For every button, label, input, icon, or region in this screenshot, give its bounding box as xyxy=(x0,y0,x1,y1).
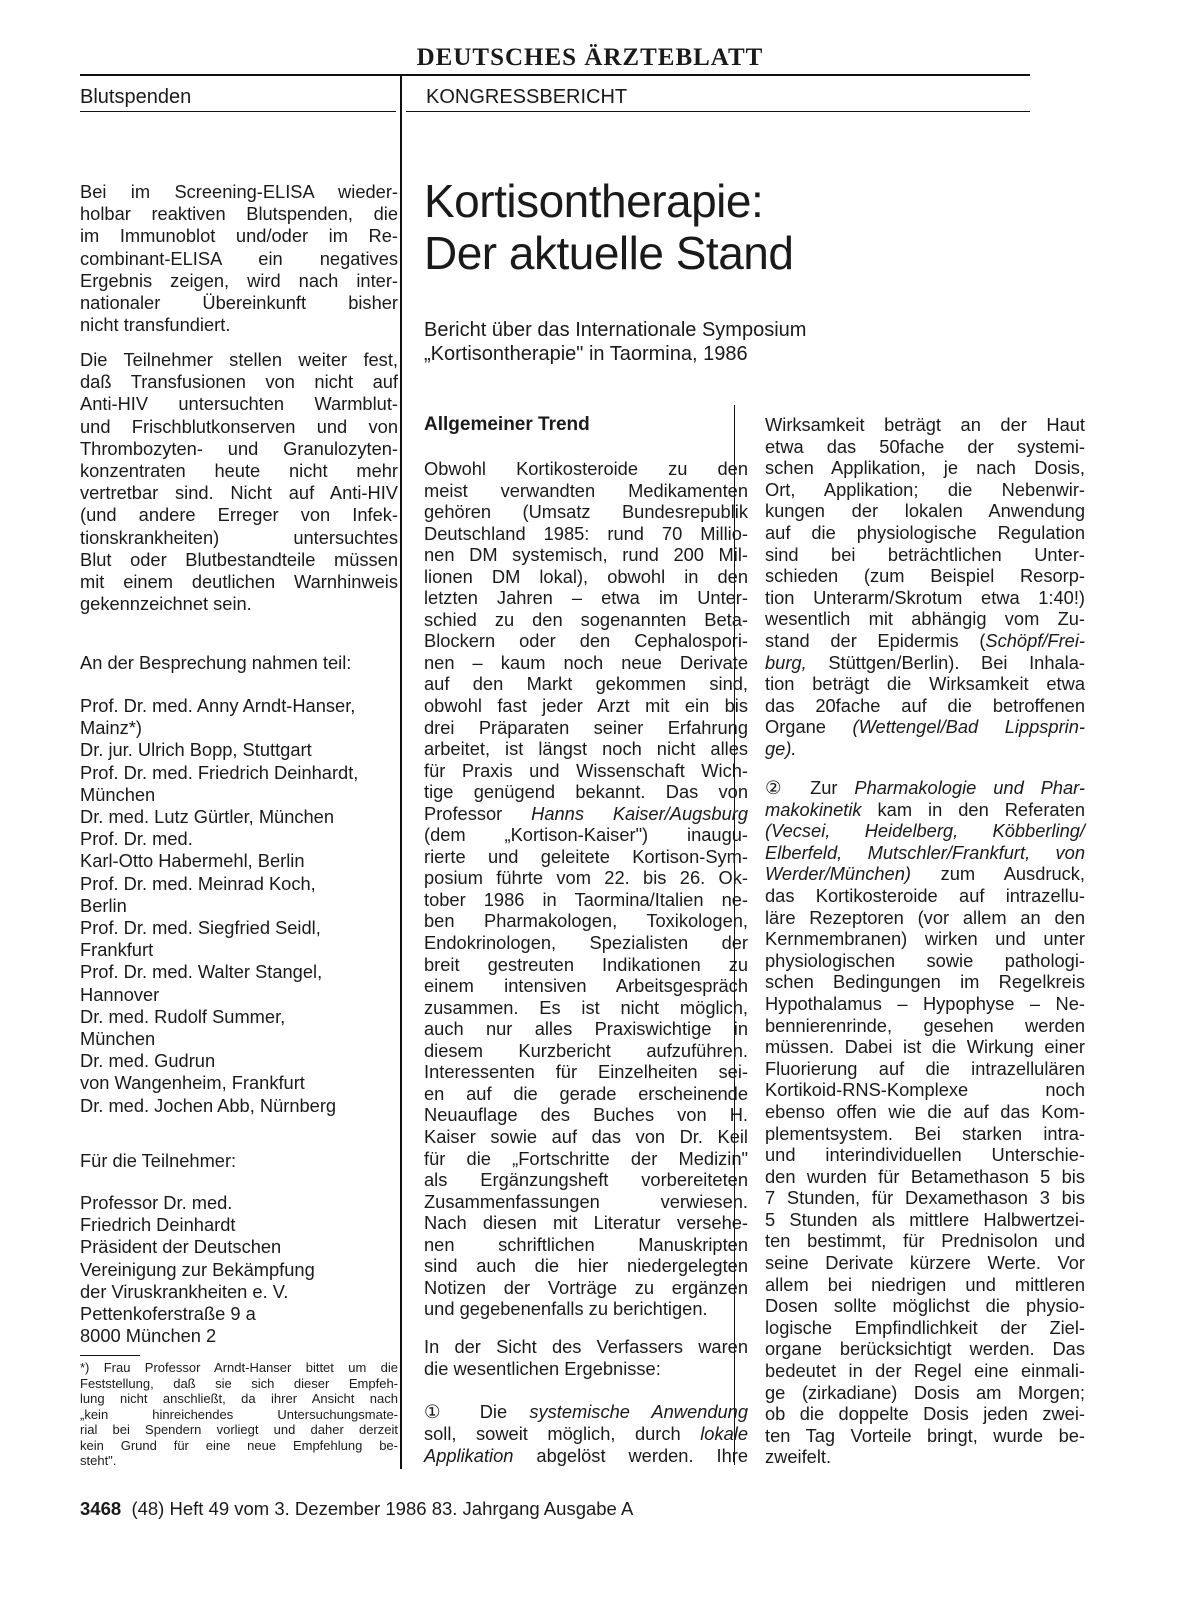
participants-intro: An der Besprechung nahmen teil: xyxy=(80,652,352,673)
text-line: schied zu den sogenannten Beta- xyxy=(424,608,748,630)
text-line: von Wangenheim, Frankfurt xyxy=(80,1072,305,1094)
text-line: nen DM systemisch, rund 200 Mil- xyxy=(424,544,748,566)
text-line: mit einem deutlichen Warnhinweis xyxy=(80,571,398,593)
text-line: Wirksamkeit beträgt an der Haut xyxy=(765,414,1085,435)
text-line: Professor Dr. med. xyxy=(80,1192,233,1213)
text-line: plementsystem. Bei starken intra- xyxy=(765,1122,1085,1144)
text-line: Dr. med. Gudrun xyxy=(80,1050,216,1072)
text-line: sind bei beträchtlichen Unter- xyxy=(765,543,1085,565)
text-line: Ergebnis zeigen, wird nach inter- xyxy=(80,269,398,291)
text-line: Deutschland 1985: rund 70 Millio- xyxy=(424,522,748,544)
header-rule-right xyxy=(406,111,1030,112)
text-line: kein Grund für eine neue Empfehlung be- xyxy=(80,1437,398,1453)
text-line: Karl-Otto Habermehl, Berlin xyxy=(80,850,305,872)
article-subtitle: Bericht über das Internationale Symposium „Kortisontherapie" in Taormina, 1986 xyxy=(424,319,807,365)
text-line: ob die doppelte Dosis jeden zwei- xyxy=(765,1403,1085,1425)
text-line: einem intensiven Arbeitsgespräch xyxy=(424,975,748,997)
text-line: posium führte vom 22. bis 26. Ok- xyxy=(424,867,748,889)
text-line: tige genügend bekannt. Das von xyxy=(424,781,748,803)
text-line: Dr. med. Lutz Gürtler, München xyxy=(80,806,335,828)
text-line: Organe (Wettengel/Bad Lippsprin- xyxy=(765,716,1085,738)
masthead: DEUTSCHES ÄRZTEBLATT xyxy=(416,44,764,71)
text-line: für Praxis und Wissenschaft Wich- xyxy=(424,759,748,781)
text-line: drei Präparaten seiner Erfahrung xyxy=(424,716,748,738)
text-line: Fluorierung auf die intrazellulären xyxy=(765,1057,1085,1079)
text-line: Thrombozyten- und Granulozyten- xyxy=(80,437,398,459)
text-line: nen schriftlichen Manuskripten xyxy=(424,1233,748,1255)
text-line: physiologischen sowie pathologi- xyxy=(765,949,1085,971)
circled-two-icon: ② xyxy=(765,777,794,798)
text-line: Die Teilnehmer stellen weiter fest, xyxy=(80,349,398,370)
text-line: ben Pharmakologen, Toxikologen, xyxy=(424,910,748,932)
text-line: 5 Stunden als mittlere Halbwertzei- xyxy=(765,1208,1085,1230)
text-line: breit gestreuten Indikationen zu xyxy=(424,953,748,975)
text-line: Feststellung, daß sie sich dieser Empfeh- xyxy=(80,1375,398,1391)
column-divider-main xyxy=(400,74,402,1469)
text-line: Prof. Dr. med. Anny Arndt-Hanser, xyxy=(80,695,356,716)
text-line: im Immunoblot und/oder im Re- xyxy=(80,225,398,247)
text-line: tober 1986 in Taormina/Italien ne- xyxy=(424,888,748,910)
right-paragraph-2: ② Zur Pharmakologie und Phar- makokinetik kam in den Referaten (Vecsei, Heidelberg, Köbberling/ Elberfeld, Mutschler/Frankfurt, von Werder/München) zum Ausdruck, das Kortikosteroide auf intrazellu- läre Rezeptoren (vor allem an den Kernmembranen) wirken und unter physiologischen sowie pathologi- schen Bedingungen im Regelkreis Hypothalamus – Hypophyse – Ne- bennierenrinde, gesehen werden müssen. Dabei ist die Wirkung einer Fluorierung auf die intrazellulären Kortikoid-RNS-Komplexe noch ebenso offen wie die auf das Kom- plementsystem. Bei starken intra- und interindividuellen Unterschie- den wurden für Betamethason 5 bis 7 Stunden, für Dexamethason 3 bis 5 Stunden als mittlere Halbwertzei- ten bestimmt, für Prednisolon und seine Derivate kürzere Werte. Vor allem bei niedrigen und mittleren Dosen sollte möglichst die physio- logische Empfindlichkeit der Ziel- organe berücksichtigt werden. Das bedeutet in der Regel eine einmali- ge (zirkadiane) Dosis am Morgen; ob die doppelte Dosis jeden zwei- ten Tag Vorteile bringt, wurde be- zweifelt. xyxy=(765,777,1085,1468)
text-line: bedeutet in der Regel eine einmali- xyxy=(765,1360,1085,1382)
text-line: Dr. med. Rudolf Summer, xyxy=(80,1005,286,1027)
text-line: holbar reaktiven Blutspenden, die xyxy=(80,203,398,225)
participant-list xyxy=(80,695,398,1117)
text-line: Bei im Screening-ELISA wieder- xyxy=(80,181,398,202)
text-line: schen Applikation, je nach Dosis, xyxy=(765,457,1085,479)
text-line: Präsident der Deutschen xyxy=(80,1236,282,1258)
text-line: Vereinigung zur Bekämpfung xyxy=(80,1258,315,1280)
text-line: ge (zirkadiane) Dosis am Morgen; xyxy=(765,1381,1085,1403)
circled-one-icon: ① xyxy=(424,1401,458,1422)
text-line: organe berücksichtigt werden. Das xyxy=(765,1338,1085,1360)
text-line: als Ergänzungsheft vorbereiteten xyxy=(424,1169,748,1191)
text-line: arbeitet, ist längst noch nicht alles xyxy=(424,738,748,760)
text-line: burg, Stüttgen/Berlin). Bei Inhala- xyxy=(765,651,1085,673)
text-line: der Viruskrankheiten e. V. xyxy=(80,1280,289,1302)
text-line: etwa das 50fache der systemi- xyxy=(765,435,1085,457)
text-line: Notizen der Vorträge zu ergänzen xyxy=(424,1276,748,1298)
text-line: Friedrich Deinhardt xyxy=(80,1214,236,1236)
footnote xyxy=(80,1360,398,1469)
text-line: stand der Epidermis (Schöpf/Frei- xyxy=(765,629,1085,651)
text-line: allem bei niedrigen und mittleren xyxy=(765,1273,1085,1295)
text-line: Professor Hanns Kaiser/Augsburg xyxy=(424,802,749,824)
text-line: Endokrinologen, Spezialisten der xyxy=(424,932,748,954)
for-participants: Für die Teilnehmer: xyxy=(80,1150,237,1171)
text-line: lung nicht anschließt, da ihrer Ansicht nach xyxy=(80,1391,398,1406)
text-line: Berlin xyxy=(80,894,127,916)
text-line: Prof. Dr. med. Meinrad Koch, xyxy=(80,872,316,894)
middle-paragraph-2 xyxy=(424,1336,748,1380)
text-line: 7 Stunden, für Dexamethason 3 bis xyxy=(765,1187,1085,1209)
text-line: Dr. jur. Ulrich Bopp, Stuttgart xyxy=(80,739,312,761)
text-line: tion beträgt die Wirksamkeit etwa xyxy=(765,673,1085,695)
text-line: Prof. Dr. med. Friedrich Deinhardt, xyxy=(80,761,359,783)
text-line: ten Tag Vorteile bringt, wurde be- xyxy=(765,1424,1085,1446)
text-line: tion Unterarm/Skrotum etwa 1:40!) xyxy=(765,586,1085,608)
text-line: die wesentlichen Ergebnisse: xyxy=(424,1358,661,1380)
middle-paragraph-1 xyxy=(424,458,748,1320)
text-line: auch nur alles Praxiswichtige in xyxy=(424,1018,748,1040)
text-line: läre Rezeptoren (vor allem an den xyxy=(765,906,1085,928)
text-line: steht". xyxy=(80,1453,117,1468)
text-line: ge). xyxy=(765,737,797,759)
text-line: Neuauflage des Buches von H. xyxy=(424,1104,748,1126)
text-line: meist verwandten Medikamenten xyxy=(424,479,748,501)
text-line: daß Transfusionen von nicht auf xyxy=(80,371,398,393)
text-line: das 20fache auf die betroffenen xyxy=(765,694,1085,716)
text-line: schen Bedingungen im Regelkreis xyxy=(765,971,1085,993)
text-line: Hypothalamus – Hypophyse – Ne- xyxy=(765,992,1085,1014)
text-line: auf den Markt gekommen sind, xyxy=(424,673,748,695)
text-line: Dosen sollte möglichst die physio- xyxy=(765,1295,1085,1317)
text-line: 8000 München 2 xyxy=(80,1325,217,1347)
text-line: gekennzeichnet sein. xyxy=(80,593,252,615)
section-heading: Allgemeiner Trend xyxy=(424,414,590,435)
text-line: Mainz*) xyxy=(80,717,142,739)
text-line: Blut oder Blutbestandteile müssen xyxy=(80,548,398,570)
text-line: müssen. Dabei ist die Wirkung einer xyxy=(765,1036,1085,1058)
text-line: konzentraten heute nicht mehr xyxy=(80,460,398,482)
text-line: Ort, Applikation; die Nebenwir- xyxy=(765,478,1085,500)
text-line: zweifelt. xyxy=(765,1446,832,1468)
text-line: und gegebenenfalls zu berichtigen. xyxy=(424,1298,708,1320)
text-line: für die „Fortschritte der Medizin" xyxy=(424,1147,748,1169)
text-line: seine Derivate kürzere Werte. Vor xyxy=(765,1252,1085,1274)
text-line: nationaler Übereinkunft bisher xyxy=(80,292,398,314)
text-line: Kaiser sowie auf das von Dr. Keil xyxy=(424,1125,748,1147)
text-line: sind auch die hier niedergelegten xyxy=(424,1255,748,1277)
text-line: Dr. med. Jochen Abb, Nürnberg xyxy=(80,1094,337,1116)
text-line: auf die physiologische Regulation xyxy=(765,521,1085,543)
section-label-left: Blutspenden xyxy=(80,86,192,108)
text-line: combinant-ELISA ein negatives xyxy=(80,247,398,269)
text-line: Kortikoid-RNS-Komplexe noch xyxy=(765,1079,1085,1101)
text-line: Prof. Dr. med. xyxy=(80,828,193,850)
text-line: vertretbar sind. Nicht auf Anti-HIV xyxy=(80,482,398,504)
text-line: ten bestimmt, für Prednisolon und xyxy=(765,1230,1085,1252)
text-line: Prof. Dr. med. Walter Stangel, xyxy=(80,961,323,983)
text-line: Obwohl Kortikosteroide zu den xyxy=(424,458,748,479)
text-line: München xyxy=(80,1028,156,1050)
text-line: und interindividuellen Unterschie- xyxy=(765,1144,1085,1166)
text-line: Prof. Dr. med. Siegfried Seidl, xyxy=(80,917,321,939)
text-line: Blockern oder den Cephalospori- xyxy=(424,630,748,652)
text-line: logische Empfindlichkeit der Ziel- xyxy=(765,1316,1085,1338)
contact-address xyxy=(80,1192,398,1347)
text-line: Pettenkoferstraße 9 a xyxy=(80,1303,256,1325)
text-line: diesem Kurzbericht aufzuführen. xyxy=(424,1039,748,1061)
text-line: nicht transfundiert. xyxy=(80,314,231,336)
text-line: (und andere Erreger von Infek- xyxy=(80,504,398,526)
text-line: gehören (Umsatz Bundesrepublik xyxy=(424,501,748,523)
text-line: den wurden für Betamethason 5 bis xyxy=(765,1165,1085,1187)
header-rule-left xyxy=(80,111,396,112)
text-line: das Kortikosteroide auf intrazellu- xyxy=(765,884,1085,906)
text-line: Kernmembranen) wirken und unter xyxy=(765,928,1085,950)
right-paragraph-1 xyxy=(765,414,1085,760)
text-line: Anti-HIV untersuchten Warmblut- xyxy=(80,393,398,415)
text-line: In der Sicht des Verfassers waren xyxy=(424,1336,748,1357)
text-line: Hannover xyxy=(80,983,160,1005)
text-line: Zusammenfassungen verwiesen. xyxy=(424,1190,748,1212)
middle-paragraph-3: ① Die systemische Anwendung soll, soweit möglich, durch lokale Applikation abgelöst werden. Ihre xyxy=(424,1401,748,1467)
text-line: rial bei Spendern vorliegt und daher derzeit xyxy=(80,1422,398,1437)
left-paragraph-2 xyxy=(80,349,398,615)
text-line: schieden (zum Beispiel Resorp- xyxy=(765,565,1085,587)
text-line: „kein hinreichendes Untersuchungsmate- xyxy=(80,1406,398,1422)
text-line: obwohl fast jeder Arzt mit ein bis xyxy=(424,695,748,717)
text-line: ebenso offen wie die auf das Kom- xyxy=(765,1100,1085,1122)
text-line: tionskrankheiten) untersuchtes xyxy=(80,526,398,548)
text-line: kungen der lokalen Anwendung xyxy=(765,500,1085,522)
article-title: Kortisontherapie: Der aktuelle Stand xyxy=(424,175,794,279)
text-line: Nach diesen mit Literatur versehe- xyxy=(424,1212,748,1234)
left-column xyxy=(80,181,398,336)
text-line: Interessenten für Einzelheiten sei- xyxy=(424,1061,748,1083)
text-line: zusammen. Es ist nicht möglich, xyxy=(424,996,748,1018)
text-line: bennierenrinde, gesehen werden xyxy=(765,1014,1085,1036)
text-line: nen – kaum noch neue Derivate xyxy=(424,651,748,673)
text-line: München xyxy=(80,783,156,805)
text-line: wesentlich mit abhängig vom Zu- xyxy=(765,608,1085,630)
footnote-rule xyxy=(80,1355,140,1356)
text-line: (dem „Kortison-Kaiser") inaugu- xyxy=(424,824,748,846)
text-line: und Frischblutkonserven und von xyxy=(80,415,398,437)
left-column-2 xyxy=(80,349,398,615)
text-line: Frankfurt xyxy=(80,939,154,961)
text-line: *) Frau Professor Arndt-Hanser bittet um die xyxy=(80,1360,398,1375)
section-label-right: KONGRESSBERICHT xyxy=(426,86,628,108)
text-line: en auf die gerade erscheinende xyxy=(424,1082,748,1104)
text-line: letzten Jahren – etwa im Unter- xyxy=(424,587,748,609)
page-number: 3468 xyxy=(80,1498,122,1519)
left-paragraph-1 xyxy=(80,181,398,336)
text-line: lionen DM lokal), obwohl in den xyxy=(424,565,748,587)
page-footer: 3468 (48) Heft 49 vom 3. Dezember 1986 83. Jahrgang Ausgabe A xyxy=(80,1498,634,1519)
text-line: rierte und geleitete Kortison-Sym- xyxy=(424,845,748,867)
top-rule xyxy=(80,74,1030,76)
